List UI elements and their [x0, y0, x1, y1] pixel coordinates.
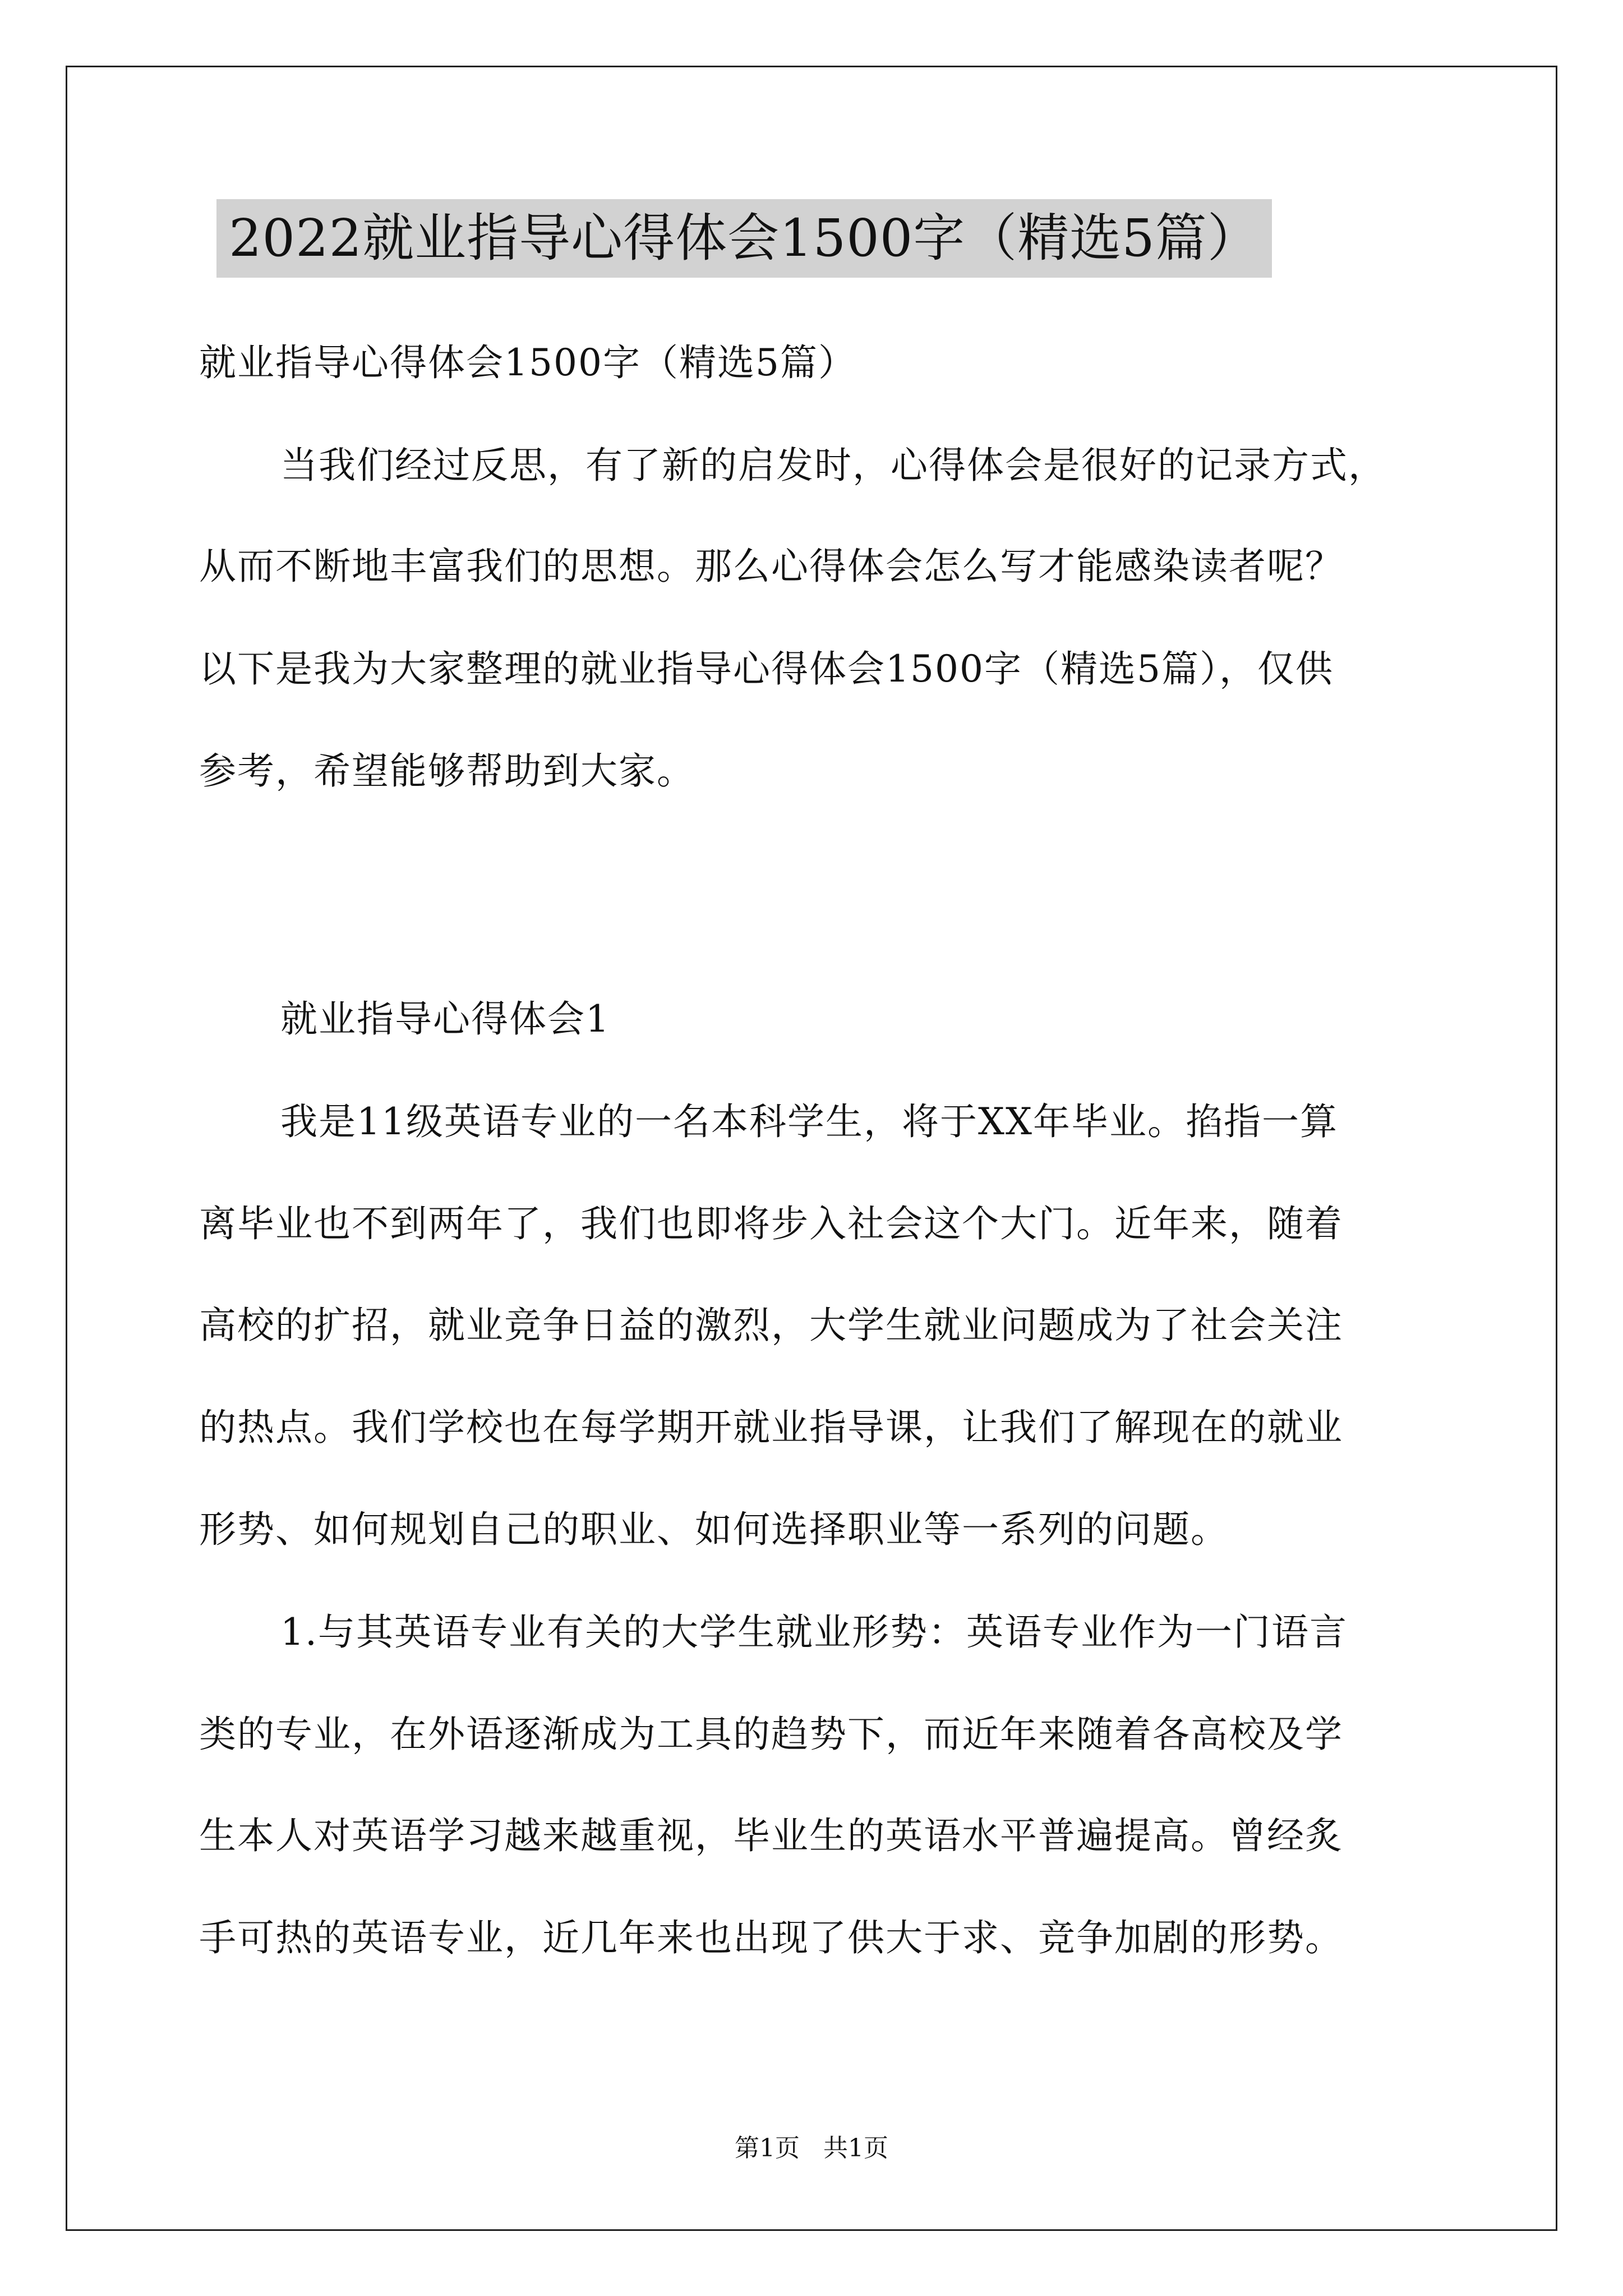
paragraph2-line-2: 类的专业，在外语逐渐成为工具的趋势下，而近年来随着各高校及学 — [199, 1713, 1343, 1756]
intro-line-3: 以下是我为大家整理的就业指导心得体会1500字（精选5篇），仅供 — [199, 647, 1334, 691]
intro-line-4: 参考，希望能够帮助到大家。 — [199, 749, 695, 793]
document-title: 2022就业指导心得体会1500字（精选5篇） — [229, 208, 1260, 268]
paragraph1-line-3: 高校的扩招，就业竞争日益的激烈，大学生就业问题成为了社会关注 — [199, 1304, 1343, 1347]
paragraph1-line-5: 形势、如何规划自己的职业、如何选择职业等一系列的问题。 — [199, 1508, 1229, 1551]
title-highlight — [216, 199, 1272, 278]
paragraph2-line-4: 手可热的英语专业，近几年来也出现了供大于求、竞争加剧的形势。 — [199, 1916, 1343, 1959]
paragraph2-line-1: 1.与其英语专业有关的大学生就业形势：英语专业作为一门语言 — [280, 1611, 1348, 1654]
paragraph1-line-4: 的热点。我们学校也在每学期开就业指导课，让我们了解现在的就业 — [199, 1406, 1343, 1449]
intro-line-2: 从而不断地丰富我们的思想。那么心得体会怎么写才能感染读者呢？ — [199, 545, 1343, 588]
document-subtitle: 就业指导心得体会1500字（精选5篇） — [199, 341, 856, 384]
section-heading: 就业指导心得体会1 — [280, 997, 610, 1041]
intro-line-1: 当我们经过反思，有了新的启发时，心得体会是很好的记录方式， — [280, 444, 1386, 487]
paragraph1-line-1: 我是11级英语专业的一名本科学生，将于XX年毕业。掐指一算 — [280, 1100, 1338, 1143]
page-footer: 第1页 共1页 — [735, 2134, 888, 2162]
paragraph2-line-3: 生本人对英语学习越来越重视，毕业生的英语水平普遍提高。曾经炙 — [199, 1814, 1343, 1857]
paragraph1-line-2: 离毕业也不到两年了，我们也即将步入社会这个大门。近年来，随着 — [199, 1202, 1343, 1245]
page-border — [66, 66, 1557, 2231]
